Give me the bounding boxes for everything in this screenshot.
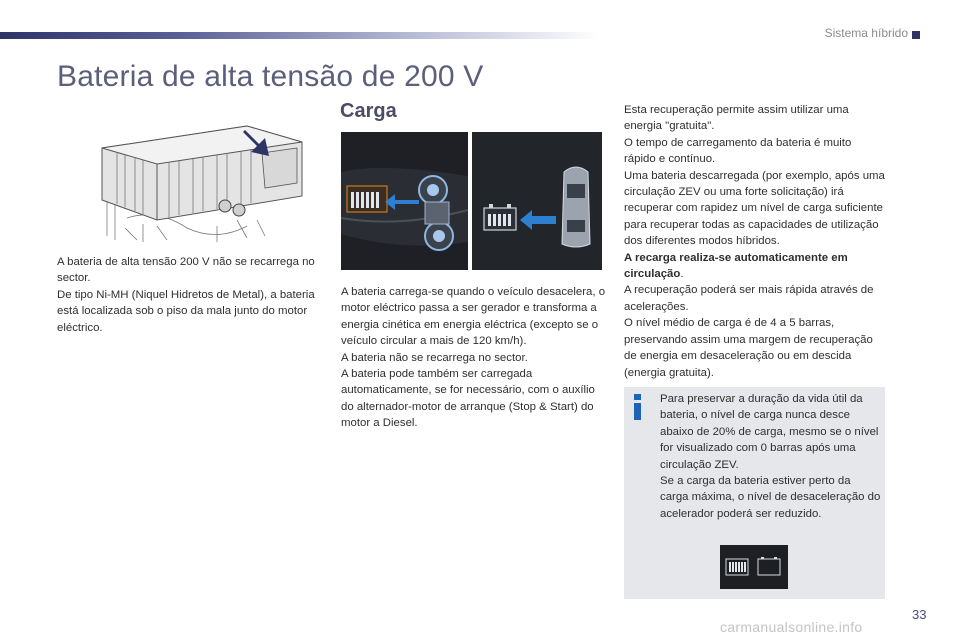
watermark: carmanualsonline.info bbox=[720, 619, 863, 635]
left-paragraph: De tipo Ni-MH (Niquel Hidretos de Metal), a bateria está localizada sob o piso da mala junto do motor eléctrico. bbox=[57, 288, 315, 334]
right-text bbox=[624, 102, 886, 381]
battery-illustration bbox=[97, 108, 319, 243]
battery-level-display bbox=[720, 545, 788, 589]
header-gradient-bar bbox=[0, 32, 600, 39]
section-heading-carga: Carga bbox=[340, 100, 397, 122]
right-paragraph: Uma bateria descarregada (por exemplo, após uma circulação ZEV ou uma forte solicitação) irá recuperar com rapidez um nível de carga suficiente para recuperar todas as capacidades de utilização dos diferentes modos híbridos. bbox=[624, 169, 885, 248]
car-charging-photo bbox=[341, 132, 468, 270]
middle-paragraph: A bateria não se recarrega no sector. bbox=[341, 351, 528, 364]
right-paragraph: Esta recuperação permite assim utilizar uma energia "gratuita". bbox=[624, 104, 849, 133]
left-paragraph: A bateria de alta tensão 200 V não se recarrega no sector. bbox=[57, 256, 315, 285]
info-icon bbox=[631, 394, 645, 420]
right-paragraph: O tempo de carregamento da bateria é muito rápido e contínuo. bbox=[624, 136, 852, 166]
middle-paragraph: A bateria carrega-se quando o veículo desacelera, o motor eléctrico passa a ser gerador e transforma a energia cinética em energia eléctrica (excepto se o veículo circular a mais de 120 km/h). bbox=[341, 286, 606, 348]
bold-statement-end: . bbox=[680, 268, 684, 281]
right-paragraph: A recuperação poderá ser mais rápida através de acelerações. bbox=[624, 284, 874, 313]
left-text bbox=[57, 254, 322, 336]
display-battery-photo bbox=[472, 132, 602, 270]
section-title: Sistema híbrido bbox=[824, 26, 908, 40]
middle-paragraph: A bateria pode também ser carregada automaticamente, se for necessário, com o auxílio do alternador-motor de arranque (Stop & Start) do motor a Diesel. bbox=[341, 368, 595, 430]
right-paragraph-bold bbox=[624, 250, 886, 283]
info-text bbox=[660, 391, 882, 522]
bold-statement: A recarga realiza-se automaticamente em circulação bbox=[624, 251, 848, 281]
middle-text bbox=[341, 284, 606, 432]
section-marker bbox=[912, 31, 920, 39]
info-paragraph: Se a carga da bateria estiver perto da carga máxima, o nível de desaceleração do acelerador poderá ser reduzido. bbox=[660, 475, 881, 520]
info-paragraph: Para preservar a duração da vida útil da bateria, o nível de carga nunca desce abaixo de 20% de carga, mesmo se o nível for visualizado com 0 barras após uma circulação ZEV. bbox=[660, 393, 879, 471]
page-number: 33 bbox=[912, 607, 927, 622]
right-paragraph: O nível médio de carga é de 4 a 5 barras, preservando assim uma margem de recuperação de energia em desaceleração ou em descida (energia gratuita). bbox=[624, 317, 873, 379]
page-title: Bateria de alta tensão de 200 V bbox=[57, 60, 484, 93]
